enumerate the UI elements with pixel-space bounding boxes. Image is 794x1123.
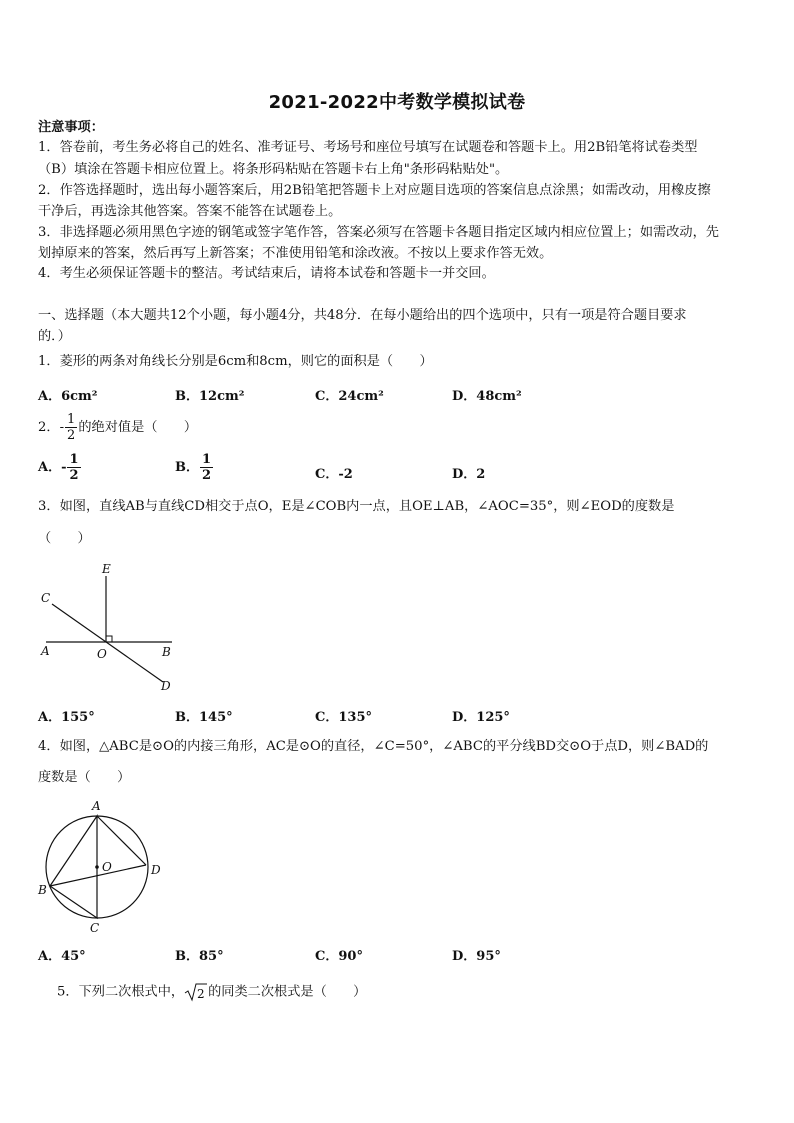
question-5-suffix: 的同类二次根式是（ ） bbox=[208, 984, 367, 1000]
line-cd bbox=[52, 604, 163, 682]
fraction-numerator: 1 bbox=[69, 452, 79, 467]
label-o: O bbox=[97, 647, 107, 661]
fraction-denominator: 2 bbox=[69, 468, 79, 483]
fraction-numerator: 1 bbox=[202, 452, 212, 467]
question-1-option-b: B．12cm² bbox=[175, 389, 245, 404]
label-o: O bbox=[102, 860, 112, 874]
label-e: E bbox=[102, 562, 111, 576]
notice-line-1: 1．答卷前，考生务必将自己的姓名、准考证号、考场号和座位号填写在试题卷和答题卡上。用2B铅笔将试卷类型 bbox=[38, 140, 698, 155]
question-3-figure bbox=[30, 560, 190, 700]
question-2-option-d: D．2 bbox=[452, 467, 486, 482]
question-2-suffix: 的绝对值是（ ） bbox=[78, 420, 198, 435]
exam-title: 2021-2022中考数学模拟试卷 bbox=[268, 92, 526, 113]
label-a: A bbox=[41, 644, 50, 658]
center-point bbox=[95, 865, 99, 869]
question-3-option-c: C．135° bbox=[315, 710, 372, 725]
question-1-option-c: C．24cm² bbox=[315, 389, 384, 404]
question-2-option-a bbox=[38, 452, 82, 483]
question-3-option-d: D．125° bbox=[452, 710, 510, 725]
notice-line-2: （B）填涂在答题卡相应位置上。将条形码粘贴在答题卡右上角"条形码粘贴处"。 bbox=[38, 162, 509, 177]
question-3-stem: 3．如图，直线AB与直线CD相交于点O，E是∠COB内一点，且OE⊥AB，∠AOC=35°，则∠EOD的度数是 bbox=[38, 499, 675, 514]
triangle-abc bbox=[50, 816, 97, 918]
label-b: B bbox=[162, 645, 171, 659]
sqrt-symbol bbox=[184, 982, 208, 1002]
question-4-stem-line-2: 度数是（ ） bbox=[38, 770, 131, 785]
question-1-option-d: D．48cm² bbox=[452, 389, 522, 404]
notice-line-5: 3．非选择题必须用黑色字迹的钢笔或签字笔作答，答案必须写在答题卡各题目指定区域内相应位置上；如需改动，先 bbox=[38, 225, 719, 240]
fraction-denominator: 2 bbox=[202, 468, 212, 483]
label-c: C bbox=[41, 591, 51, 605]
notice-line-6: 划掉原来的答案，然后再写上新答案；不准使用铅笔和涂改液。不按以上要求作答无效。 bbox=[38, 246, 553, 261]
question-2-option-c: C．-2 bbox=[315, 467, 353, 482]
notice-heading: 注意事项： bbox=[38, 120, 104, 135]
label-d: D bbox=[161, 679, 171, 693]
question-1-option-a: A．6cm² bbox=[38, 389, 98, 404]
question-1-stem: 1．菱形的两条对角线长分别是6cm和8cm，则它的面积是（ ） bbox=[38, 354, 433, 369]
question-5-prefix: 5．下列二次根式中， bbox=[57, 984, 185, 1000]
option-a-fraction bbox=[67, 452, 80, 483]
option-b-prefix: B． bbox=[175, 460, 199, 475]
label-a: A bbox=[92, 799, 101, 813]
notice-line-7: 4．考生必须保证答题卡的整洁。考试结束后，请将本试卷和答题卡一并交回。 bbox=[38, 266, 495, 281]
section-heading-line-1: 一、选择题（本大题共12个小题，每小题4分，共48分．在每小题给出的四个选项中，只有一项是符合题目要求 bbox=[38, 308, 687, 323]
question-2-option-b bbox=[175, 452, 214, 483]
fraction-numerator: 1 bbox=[67, 412, 76, 427]
question-4-option-d: D．95° bbox=[452, 949, 501, 964]
label-b: B bbox=[38, 883, 47, 897]
notice-line-3: 2．作答选择题时，选出每小题答案后，用2B铅笔把答题卡上对应题目选项的答案信息点涂黑；如需改动，用橡皮擦 bbox=[38, 183, 711, 198]
option-b-fraction bbox=[200, 452, 213, 483]
right-angle-mark bbox=[106, 636, 112, 642]
question-4-stem: 4．如图，△ABC是⊙O的内接三角形，AC是⊙O的直径，∠C=50°，∠ABC的平分线BD交⊙O于点D，则∠BAD的 bbox=[38, 739, 709, 754]
section-heading-line-2: 的．） bbox=[38, 329, 71, 344]
label-c: C bbox=[90, 921, 100, 935]
option-a-prefix: A．- bbox=[38, 460, 67, 475]
notice-line-4: 干净后，再选涂其他答案。答案不能答在试题卷上。 bbox=[38, 204, 342, 219]
question-4-option-a: A．45° bbox=[38, 949, 86, 964]
question-3-paren: （ ） bbox=[38, 531, 91, 546]
question-5-stem bbox=[57, 982, 366, 1002]
question-2-fraction bbox=[65, 412, 77, 443]
question-3-option-b: B．145° bbox=[175, 710, 233, 725]
chord-ad bbox=[97, 816, 146, 865]
question-2-stem bbox=[38, 412, 197, 443]
question-4-option-b: B．85° bbox=[175, 949, 224, 964]
question-4-option-c: C．90° bbox=[315, 949, 363, 964]
radicand: 2 bbox=[197, 987, 205, 1001]
question-3-option-a: A．155° bbox=[38, 710, 95, 725]
question-4-figure bbox=[30, 798, 170, 938]
fraction-denominator: 2 bbox=[67, 428, 76, 443]
question-2-prefix: 2．- bbox=[38, 420, 65, 435]
label-d: D bbox=[151, 863, 161, 877]
